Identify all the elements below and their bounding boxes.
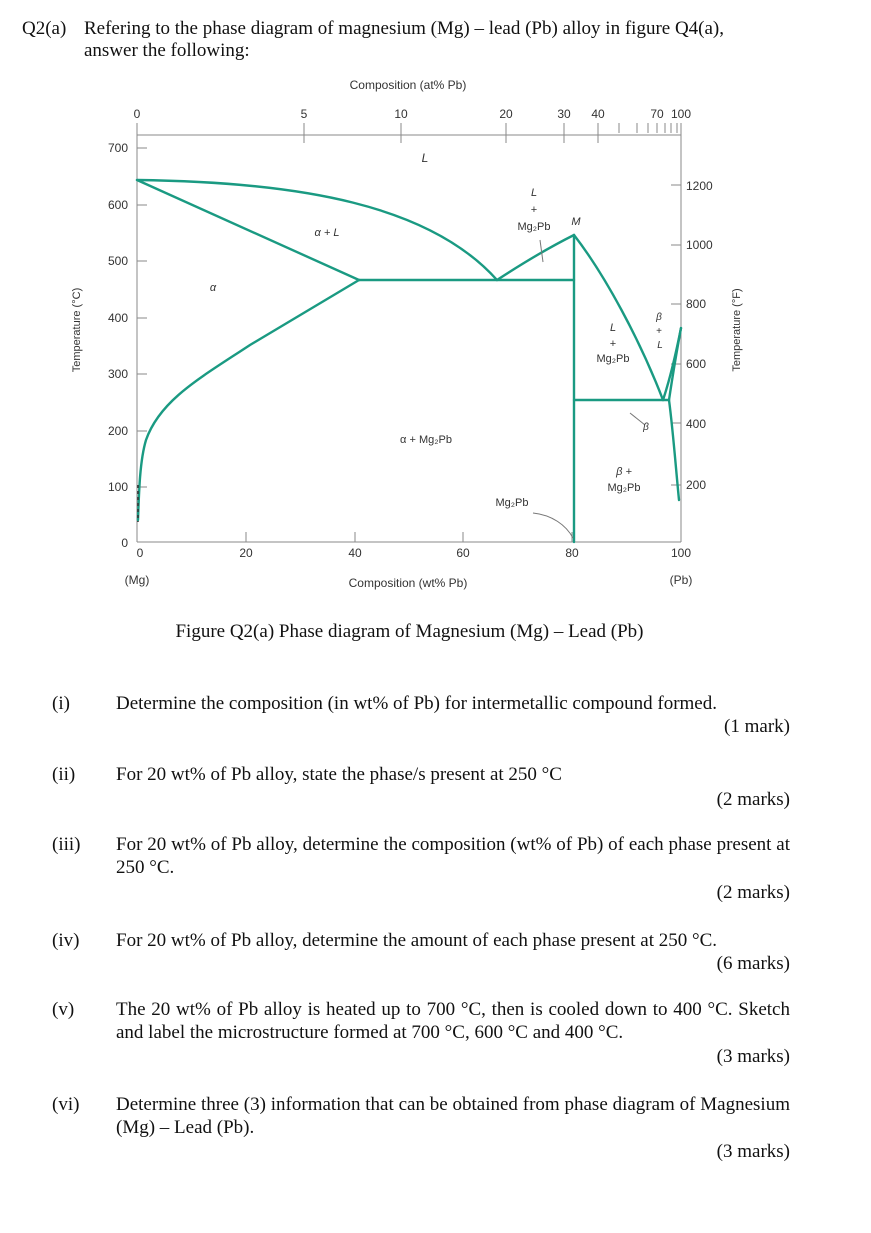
region-labels: [210, 151, 663, 509]
item-text: The 20 wt% of Pb alloy is heated up to 700 °C, then is cooled down to 400 °C. Sketch and label the microstructure formed at 700 °C, 600 °C and 400 °C.: [116, 999, 790, 1043]
item-text: For 20 wt% of Pb alloy, state the phase/s present at 250 °C: [116, 764, 562, 785]
solvus-alpha: [138, 280, 359, 520]
bottom-tick-label: 100: [670, 546, 692, 560]
top-tick-label: 70: [650, 107, 664, 121]
item-text: For 20 wt% of Pb alloy, determine the amount of each phase present at 250 °C.: [116, 930, 718, 951]
region-liquid-compound-bottom: Mg₂Pb: [517, 221, 551, 233]
item-marks: (3 marks): [716, 1141, 790, 1162]
region-beta-liquid-1: β: [656, 312, 662, 323]
right-tick-labels: [686, 179, 713, 492]
region-liquid-compound-top: L: [530, 187, 538, 199]
left-tick-label: 600: [107, 198, 128, 212]
compound-line-label: Mg₂Pb: [495, 497, 529, 509]
max-point-label: M: [571, 216, 581, 228]
region-beta-compound-bottom: Mg₂Pb: [607, 482, 641, 494]
left-tick-label: 100: [107, 480, 128, 494]
top-tick-marks: [137, 123, 681, 143]
right-axis-title: Temperature (°F): [731, 288, 743, 372]
item-number: (i): [52, 693, 70, 714]
top-tick-label: 100: [670, 107, 692, 121]
right-tick-label: 400: [686, 417, 707, 431]
left-tick-label: 0: [121, 536, 128, 550]
left-tick-label: 700: [107, 141, 128, 155]
region-alpha: α: [209, 282, 217, 294]
question-number: Q2(a): [22, 18, 67, 39]
bottom-tick-marks: [246, 532, 572, 542]
top-tick-label: 0: [133, 107, 141, 121]
item-number: (iii): [52, 834, 81, 855]
liquidus-compound-left: [497, 235, 574, 280]
right-tick-label: 800: [686, 297, 707, 311]
item-text: Determine three (3) information that can be obtained from phase diagram of Magnesium (Mg) – Lead (Pb).: [116, 1094, 790, 1138]
item-number: (ii): [52, 764, 76, 785]
region-alpha-compound: α + Mg₂Pb: [400, 434, 452, 446]
region-liquid-compound-plus: +: [530, 204, 538, 216]
bottom-tick-label: 0: [136, 546, 144, 560]
item-number: (vi): [52, 1094, 80, 1115]
right-tick-label: 600: [686, 357, 707, 371]
bottom-tick-label: 20: [239, 546, 253, 560]
top-axis-title: Composition (at% Pb): [349, 78, 467, 92]
item-marks: (2 marks): [716, 789, 790, 810]
bottom-tick-label: 40: [348, 546, 362, 560]
region-right-liquid-compound-plus: +: [609, 338, 617, 350]
left-axis-title: Temperature (°C): [71, 287, 83, 373]
right-tick-label: 200: [686, 478, 707, 492]
left-tick-label: 500: [107, 254, 128, 268]
region-right-liquid-compound-bottom: Mg₂Pb: [596, 353, 630, 365]
top-tick-labels: [134, 107, 692, 121]
pb-label: (Pb): [669, 573, 693, 587]
region-beta-liquid-3: L: [657, 340, 663, 351]
left-tick-label: 400: [107, 311, 128, 325]
bottom-tick-label: 60: [456, 546, 470, 560]
left-tick-label: 200: [107, 424, 128, 438]
item-text: For 20 wt% of Pb alloy, determine the composition (wt% of Pb) of each phase present at 250 °C.: [116, 834, 790, 878]
top-tick-label: 10: [394, 107, 408, 121]
bottom-tick-label: 80: [565, 546, 579, 560]
left-tick-labels: [108, 141, 128, 550]
right-tick-label: 1000: [686, 238, 713, 252]
item-marks: (2 marks): [716, 882, 790, 903]
region-liquid: L: [421, 151, 429, 165]
left-tick-label: 300: [107, 367, 128, 381]
left-tick-marks: [137, 148, 147, 487]
bottom-axis-title: Composition (wt% Pb): [348, 576, 468, 590]
region-alpha-liquid: α + L: [314, 227, 340, 239]
bottom-tick-labels: [137, 546, 692, 560]
region-beta-compound-top: β +: [616, 466, 632, 478]
top-tick-label: 40: [591, 107, 605, 121]
figure-caption: Figure Q2(a) Phase diagram of Magnesium (Mg) – Lead (Pb): [175, 621, 644, 642]
compound-pointer: [533, 513, 573, 538]
item-marks: (3 marks): [716, 1046, 790, 1067]
item-text: Determine the composition (in wt% of Pb) for intermetallic compound formed.: [116, 693, 717, 714]
item-number: (v): [52, 999, 75, 1020]
top-tick-label: 30: [557, 107, 571, 121]
question-text-line2: answer the following:: [84, 40, 250, 61]
diagram-frame: [137, 135, 681, 542]
item-number: (iv): [52, 930, 80, 951]
region-beta-liquid-2: +: [656, 326, 662, 337]
right-tick-label: 1200: [686, 179, 713, 193]
item-marks: (6 marks): [716, 953, 790, 974]
top-tick-label: 5: [300, 107, 308, 121]
question-text-line1: Refering to the phase diagram of magnesium (Mg) – lead (Pb) alloy in figure Q4(a),: [84, 18, 725, 39]
region-beta: β: [643, 422, 649, 433]
item-marks: (1 mark): [724, 716, 790, 737]
mg-label: (Mg): [124, 573, 150, 587]
liquidus-compound-right: [574, 235, 663, 400]
region-right-liquid-compound-top: L: [609, 322, 617, 334]
top-tick-label: 20: [499, 107, 513, 121]
